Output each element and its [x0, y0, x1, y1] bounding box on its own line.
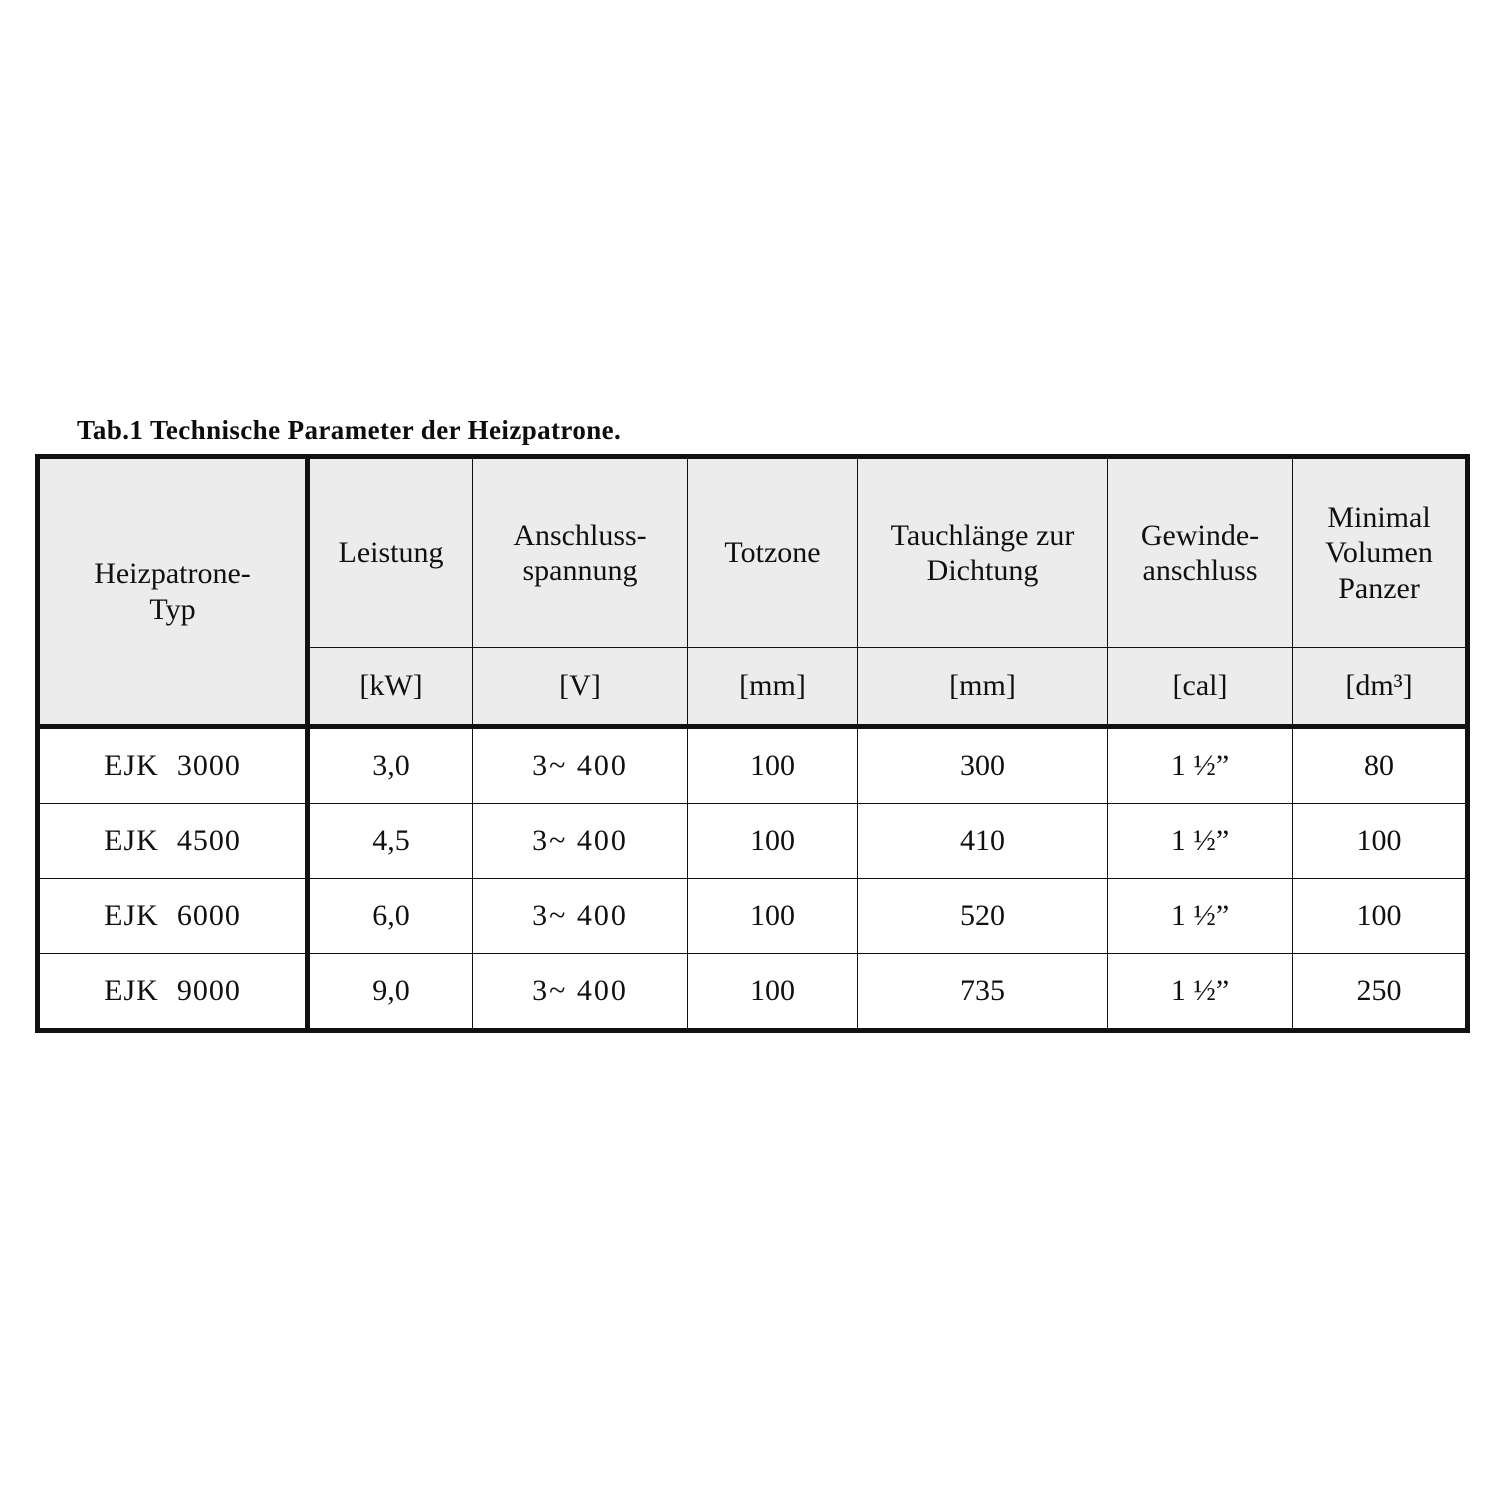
cell-totzone: 100	[688, 954, 858, 1031]
header-gewinde-line2: anschluss	[1142, 554, 1258, 587]
header-cell-tauchlaenge	[858, 457, 1108, 648]
table-row	[38, 879, 1468, 954]
table-row	[38, 954, 1468, 1031]
cell-spannung: 3~ 400	[473, 727, 688, 804]
header-cell-anschlussspannung	[473, 457, 688, 648]
cell-volumen: 250	[1293, 954, 1468, 1031]
cell-totzone: 100	[688, 727, 858, 804]
cell-tauchlaenge: 735	[858, 954, 1108, 1031]
cell-volumen: 100	[1293, 804, 1468, 879]
table-header-row-titles	[38, 457, 1468, 648]
cell-spannung: 3~ 400	[473, 879, 688, 954]
cell-spannung: 3~ 400	[473, 804, 688, 879]
cell-type-number: 4500	[176, 824, 241, 858]
cell-totzone: 100	[688, 804, 858, 879]
cell-gewinde: 1 ½”	[1108, 879, 1293, 954]
cell-tauchlaenge: 410	[858, 804, 1108, 879]
header-anschluss-line2: spannung	[522, 554, 638, 587]
cell-type	[38, 954, 308, 1031]
header-tauchlaenge-line1: Tauchlänge zur	[890, 518, 1075, 552]
cell-type	[38, 727, 308, 804]
cell-tauchlaenge: 520	[858, 879, 1108, 954]
unit-cell-anschlussspannung: [V]	[473, 648, 688, 727]
cell-type-prefix: EJK	[104, 974, 159, 1008]
cell-type-prefix: EJK	[104, 899, 159, 933]
document-body	[35, 415, 1465, 1033]
cell-leistung: 9,0	[308, 954, 473, 1031]
table-row	[38, 727, 1468, 804]
table-caption: Tab.1 Technische Parameter der Heizpatrone.	[77, 415, 622, 445]
header-cell-gewindeanschluss	[1108, 457, 1293, 648]
unit-cell-tauchlaenge: [mm]	[858, 648, 1108, 727]
technical-parameters-table	[35, 454, 1470, 1033]
unit-cell-leistung: [kW]	[308, 648, 473, 727]
cell-leistung: 4,5	[308, 804, 473, 879]
cell-type-prefix: EJK	[104, 749, 159, 783]
header-totzone-label: Totzone	[724, 536, 821, 570]
cell-leistung: 6,0	[308, 879, 473, 954]
header-volumen-line3: Panzer	[1338, 571, 1420, 605]
cell-type-number: 6000	[176, 899, 241, 933]
header-cell-leistung	[308, 457, 473, 648]
header-type-line2: Typ	[149, 592, 196, 626]
cell-spannung: 3~ 400	[473, 954, 688, 1031]
header-volumen-line2: Volumen	[1325, 536, 1433, 570]
header-cell-totzone	[688, 457, 858, 648]
cell-type-prefix: EJK	[104, 824, 159, 858]
cell-type	[38, 804, 308, 879]
unit-cell-totzone: [mm]	[688, 648, 858, 727]
cell-type-number: 9000	[176, 974, 241, 1008]
cell-tauchlaenge: 300	[858, 727, 1108, 804]
cell-volumen: 100	[1293, 879, 1468, 954]
cell-gewinde: 1 ½”	[1108, 727, 1293, 804]
header-cell-type	[38, 457, 308, 727]
cell-gewinde: 1 ½”	[1108, 804, 1293, 879]
header-anschluss-line1: Anschluss-	[513, 518, 647, 552]
cell-type	[38, 879, 308, 954]
header-leistung-label: Leistung	[338, 536, 444, 570]
header-tauchlaenge-line2: Dichtung	[926, 554, 1039, 587]
cell-type-number: 3000	[176, 749, 241, 783]
cell-totzone: 100	[688, 879, 858, 954]
unit-cell-minimalvolumen: [dm³]	[1293, 648, 1468, 727]
cell-leistung: 3,0	[308, 727, 473, 804]
unit-cell-gewindeanschluss: [cal]	[1108, 648, 1293, 727]
cell-volumen: 80	[1293, 727, 1468, 804]
table-row	[38, 804, 1468, 879]
header-volumen-line1: Minimal	[1327, 500, 1431, 534]
header-gewinde-line1: Gewinde-	[1140, 518, 1260, 552]
header-type-line1: Heizpatrone-	[94, 557, 251, 591]
header-cell-minimalvolumen	[1293, 457, 1468, 648]
cell-gewinde: 1 ½”	[1108, 954, 1293, 1031]
